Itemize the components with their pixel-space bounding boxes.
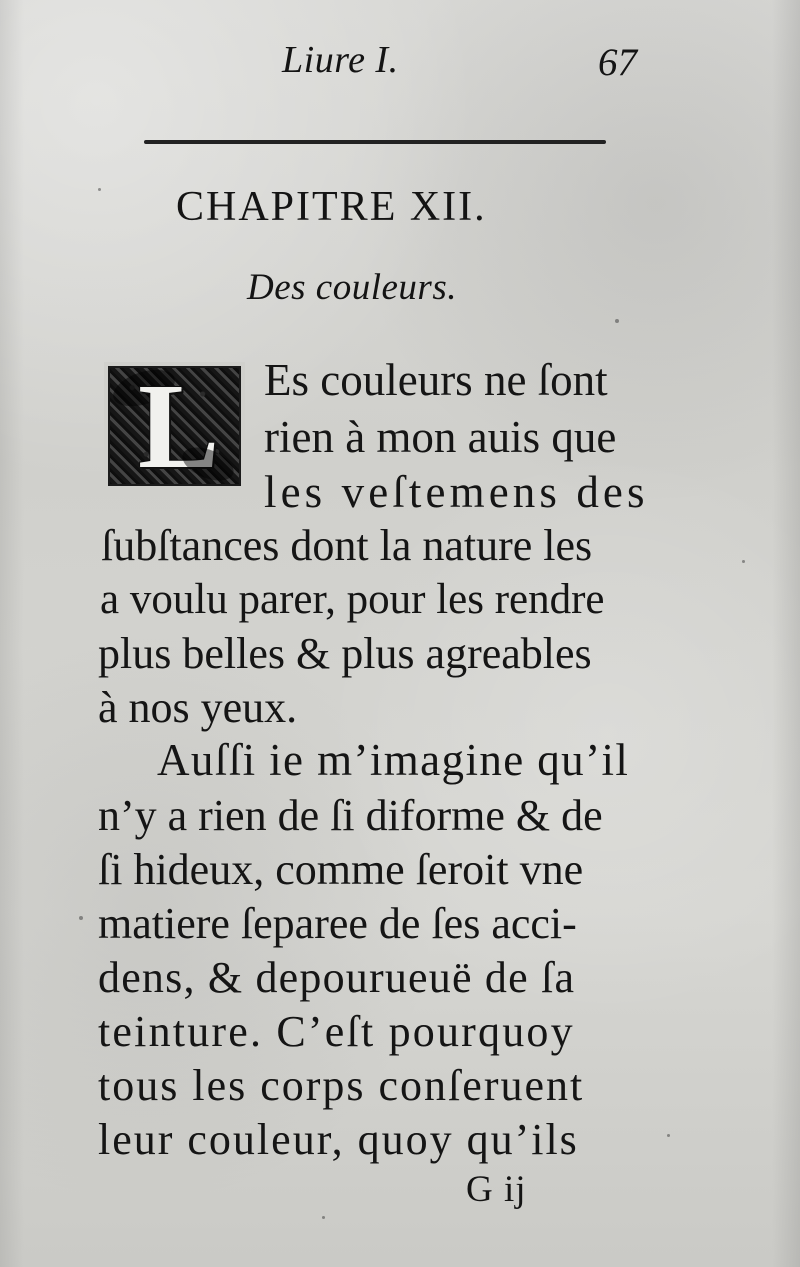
text-line-6: plus belles & plus agreables — [98, 629, 592, 678]
paper-speck — [667, 1134, 670, 1137]
ornamental-drop-cap — [104, 362, 245, 490]
paper-speck — [98, 188, 101, 191]
text-line-11: matiere ſeparee de ſes acci- — [98, 899, 577, 948]
chapter-subtitle: Des couleurs. — [247, 267, 457, 308]
page-right-shadow — [772, 0, 800, 1267]
running-header-book: Liure I. — [282, 39, 399, 81]
text-line-2: rien à mon auis que — [264, 412, 617, 462]
text-line-10: ſi hideux, comme ſeroit vne — [98, 845, 584, 894]
text-line-15: leur couleur, quoy qu’ils — [98, 1115, 579, 1164]
header-rule — [144, 140, 606, 144]
text-line-3: les veſtemens des — [264, 467, 649, 517]
text-line-5: a voulu parer, pour les rendre — [100, 576, 605, 623]
page-left-shadow — [0, 0, 24, 1267]
page-number: 67 — [598, 41, 637, 84]
text-line-14: tous les corps conſeruent — [98, 1061, 585, 1110]
paper-speck — [322, 1216, 325, 1219]
paper-speck — [79, 916, 83, 920]
text-line-12: dens, & depourueuë de ſa — [98, 953, 576, 1002]
signature-mark: G ij — [466, 1169, 527, 1210]
text-line-9: n’y a rien de ſi diforme & de — [98, 791, 603, 840]
paper-speck — [742, 560, 745, 563]
chapter-heading: CHAPITRE XII. — [176, 184, 487, 230]
text-line-4: ſubſtances dont la nature les — [101, 521, 593, 570]
text-line-8: Auſſi ie m’imagine qu’il — [157, 735, 630, 785]
text-line-1: Es couleurs ne ſont — [264, 355, 608, 405]
text-line-13: teinture. C’eſt pourquoy — [98, 1007, 575, 1056]
text-line-7: à nos yeux. — [98, 683, 298, 732]
paper-speck — [615, 319, 619, 323]
drop-cap-letter: L — [138, 362, 220, 490]
